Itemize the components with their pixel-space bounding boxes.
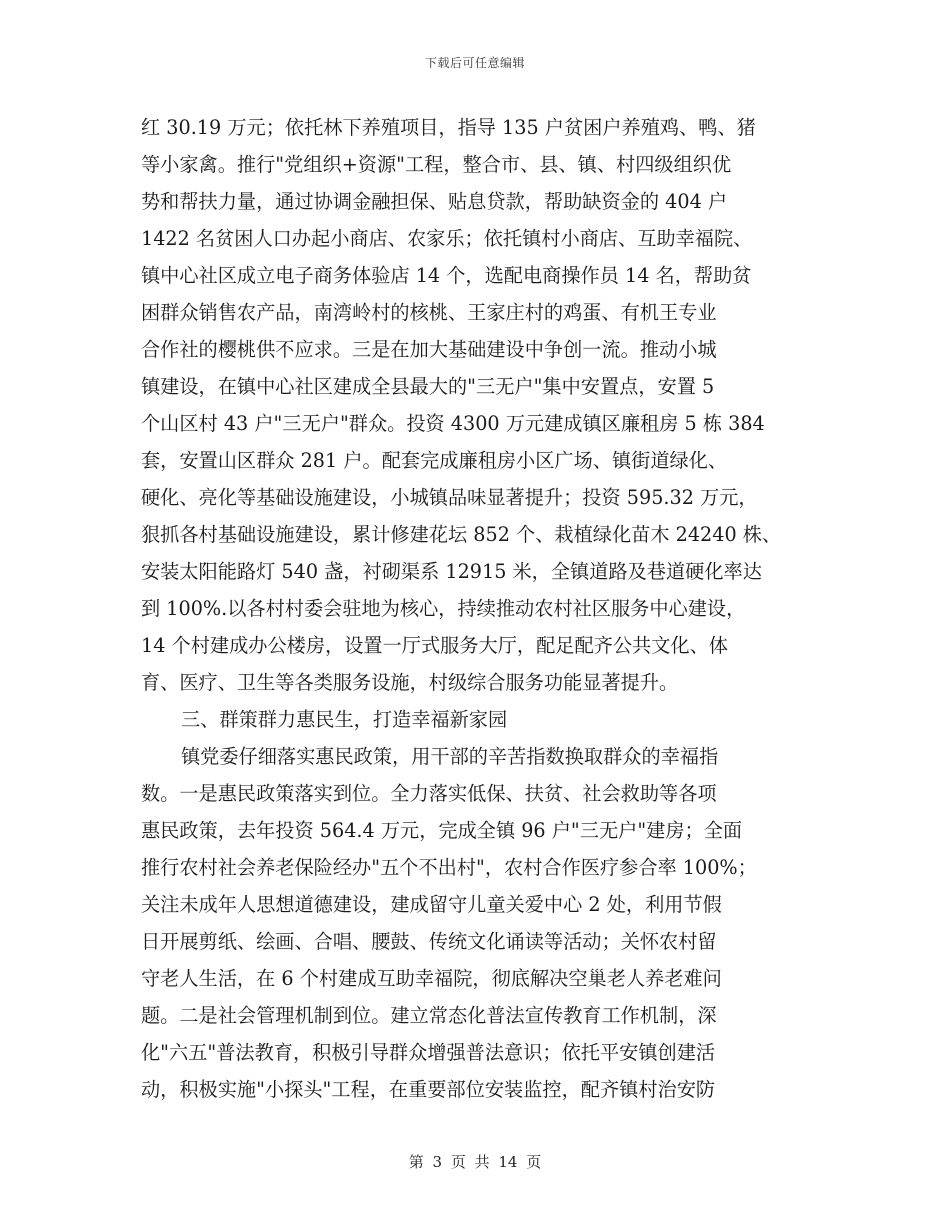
text-line: 个山区村 43 户"三无户"群众。投资 4300 万元建成镇区廉租房 5 栋 384 bbox=[141, 412, 765, 435]
text-line: 数。一是惠民政策落实到位。全力落实低保、扶贫、社会救助等各项 bbox=[141, 782, 717, 805]
text-line: 动，积极实施"小探头"工程，在重要部位安装监控，配齐镇村治安防 bbox=[141, 1078, 716, 1101]
text-line: 推行农村社会养老保险经办"五个不出村"，农村合作医疗参合率 100%； bbox=[141, 856, 757, 879]
text-line: 镇党委仔细落实惠民政策，用干部的辛苦指数换取群众的幸福指 bbox=[181, 745, 719, 768]
text-line: 题。二是社会管理机制到位。建立常态化普法宣传教育工作机制，深 bbox=[141, 1004, 717, 1027]
text-line: 等小家禽。推行"党组织+资源"工程，整合市、县、镇、村四级组织优 bbox=[141, 153, 732, 176]
text-line: 化"六五"普法教育，积极引导群众增强普法意识；依托平安镇创建活 bbox=[141, 1041, 716, 1064]
text-line: 套，安置山区群众 281 户。配套完成廉租房小区广场、镇街道绿化、 bbox=[141, 449, 728, 472]
text-line: 14 个村建成办公楼房，设置一厅式服务大厅，配足配齐公共文化、体 bbox=[141, 634, 728, 657]
text-line: 势和帮扶力量，通过协调金融担保、贴息贷款，帮助缺资金的 404 户 bbox=[141, 190, 728, 213]
text-line: 镇建设，在镇中心社区建成全县最大的"三无户"集中安置点，安置 5 bbox=[141, 375, 715, 398]
page-header-note: 下载后可任意编辑 bbox=[424, 56, 525, 70]
text-line: 1422 名贫困人口办起小商店、农家乐；依托镇村小商店、互助幸福院、 bbox=[141, 227, 753, 250]
section-heading: 三、群策群力惠民生，打造幸福新家园 bbox=[181, 708, 508, 731]
text-line: 惠民政策，去年投资 564.4 万元，完成全镇 96 户"三无户"建房；全面 bbox=[141, 819, 743, 842]
text-line: 日开展剪纸、绘画、合唱、腰鼓、传统文化诵读等活动；关怀农村留 bbox=[141, 930, 717, 953]
text-line: 红 30.19 万元；依托林下养殖项目，指导 135 户贫困户养殖鸡、鸭、猪 bbox=[141, 116, 756, 139]
page-number: 第 3 页 共 14 页 bbox=[408, 1153, 542, 1171]
text-line: 困群众销售农产品，南湾岭村的核桃、王家庄村的鸡蛋、有机王专业 bbox=[141, 301, 717, 324]
document-body bbox=[141, 109, 831, 1108]
text-line: 到 100%.以各村村委会驻地为核心，持续推动农村社区服务中心建设， bbox=[141, 597, 746, 620]
text-line: 守老人生活，在 6 个村建成互助幸福院，彻底解决空巢老人养老难问 bbox=[141, 967, 722, 990]
text-line: 合作社的樱桃供不应求。三是在加大基础建设中争创一流。推动小城 bbox=[141, 338, 717, 361]
text-line: 镇中心社区成立电子商务体验店 14 个，选配电商操作员 14 名，帮助贫 bbox=[141, 264, 752, 287]
text-line: 关注未成年人思想道德建设，建成留守儿童关爱中心 2 处，利用节假 bbox=[141, 893, 722, 916]
text-line: 狠抓各村基础设施建设，累计修建花坛 852 个、栽植绿化苗木 24240 株、 bbox=[141, 523, 782, 546]
text-line: 育、医疗、卫生等各类服务设施，村级综合服务功能显著提升。 bbox=[141, 671, 679, 694]
text-line: 安装太阳能路灯 540 盏，衬砌渠系 12915 米，全镇道路及巷道硬化率达 bbox=[141, 560, 762, 583]
text-line: 硬化、亮化等基础设施建设，小城镇品味显著提升；投资 595.32 万元， bbox=[141, 486, 758, 509]
